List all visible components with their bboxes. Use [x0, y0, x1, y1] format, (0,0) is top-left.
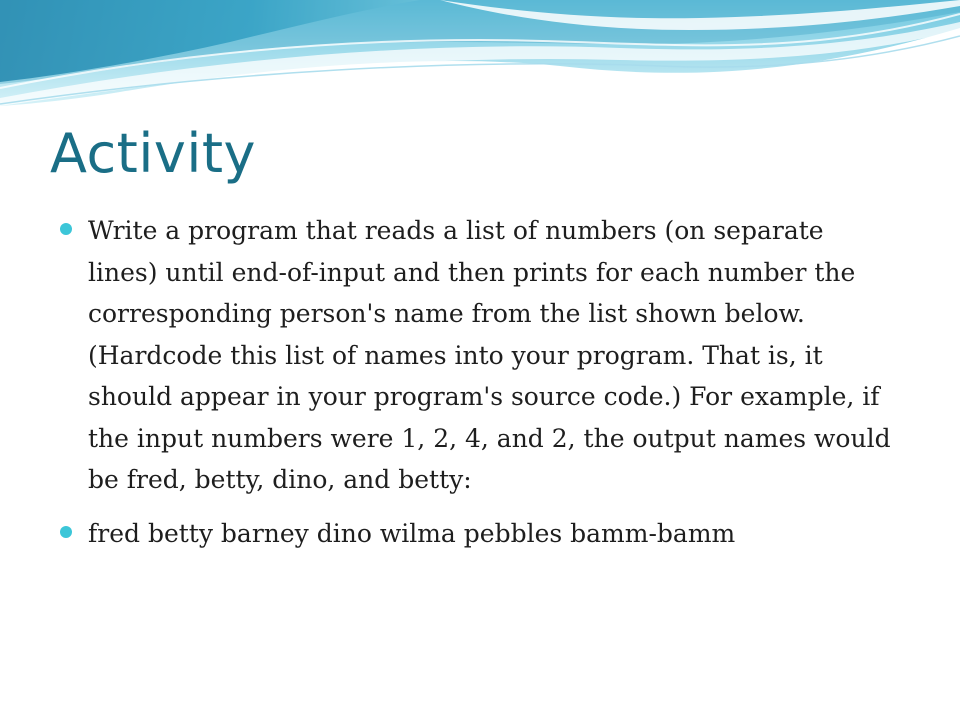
bullet-list — [58, 210, 898, 566]
bullet-text: fred betty barney dino wilma pebbles bamm-bamm — [88, 518, 736, 548]
bullet-icon — [60, 526, 72, 538]
bullet-text: Write a program that reads a list of numbers (on separate lines) until end-of-input and then prints for each number the corresponding person's name from the list shown below. (Hardcode this list of names into your program. That is, it should appear in your program's source code.) For example, if the input numbers were 1, 2, 4, and 2, the output names would be fred, betty, dino, and betty: — [88, 216, 891, 494]
bullet-item — [58, 210, 898, 501]
slide-title: Activity — [50, 122, 256, 185]
header-wave-decoration — [0, 0, 960, 130]
bullet-item — [58, 513, 898, 555]
bullet-icon — [60, 223, 72, 235]
